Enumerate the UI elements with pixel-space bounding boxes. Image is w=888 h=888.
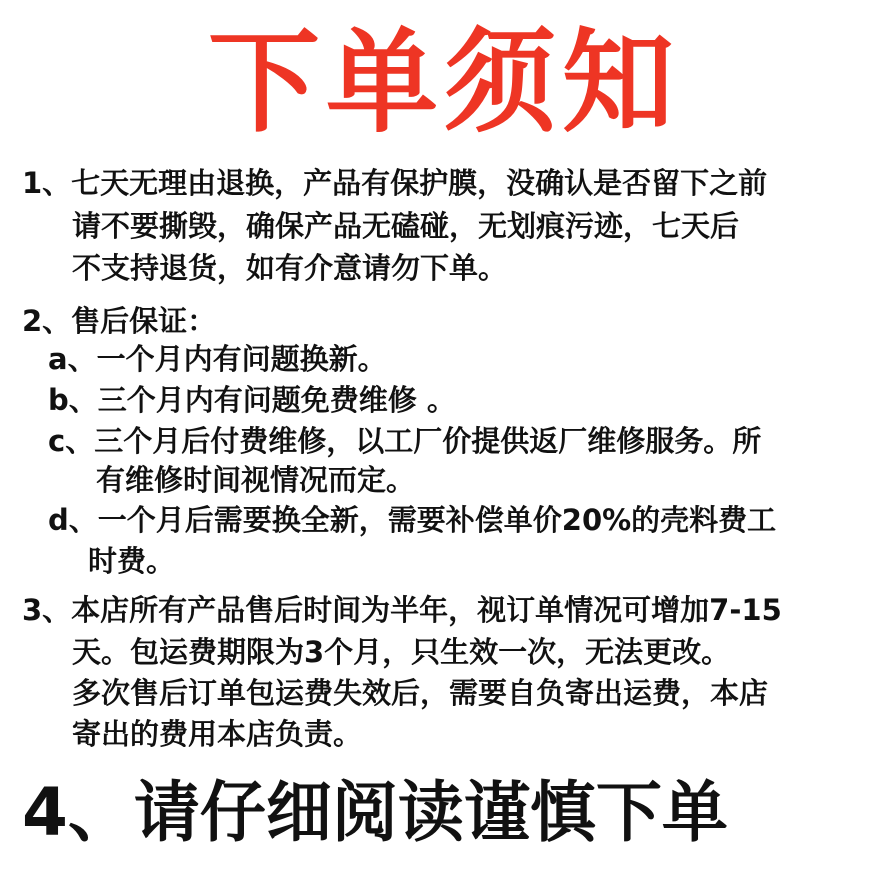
rule-3-line-3: 多次售后订单包运费失效后，需要自负寄出运费，本店 <box>72 676 769 710</box>
rule-2-item-d-line-1: d、一个月后需要换全新，需要补偿单价20%的壳料费工 <box>48 503 777 537</box>
rule-3-line-4: 寄出的费用本店负责。 <box>72 717 363 751</box>
footer-notice: 4、请仔细阅读谨慎下单 <box>22 774 728 851</box>
rule-1-line-1: 1、七天无理由退换，产品有保护膜，没确认是否留下之前 <box>22 166 768 200</box>
rule-1-line-2: 请不要撕毁，确保产品无磕碰，无划痕污迹，七天后 <box>72 209 740 243</box>
rule-2-item-b: b、三个月内有问题免费维修 。 <box>48 383 456 417</box>
rule-3-line-2: 天。包运费期限为3个月，只生效一次，无法更改。 <box>72 635 731 669</box>
rule-3-line-1: 3、本店所有产品售后时间为半年，视订单情况可增加7-15 <box>22 593 782 627</box>
rule-2-item-c-line-2: 有维修时间视情况而定。 <box>96 463 416 497</box>
rule-2-item-d-line-2: 时费。 <box>88 544 176 578</box>
page-title: 下单须知 <box>208 18 680 148</box>
rule-1-line-3: 不支持退货，如有介意请勿下单。 <box>72 251 508 285</box>
rule-2-item-a: a、一个月内有问题换新。 <box>48 342 387 376</box>
rule-2-item-c-line-1: c、三个月后付费维修，以工厂价提供返厂维修服务。所 <box>48 424 762 458</box>
rule-2-heading: 2、售后保证： <box>22 304 217 338</box>
